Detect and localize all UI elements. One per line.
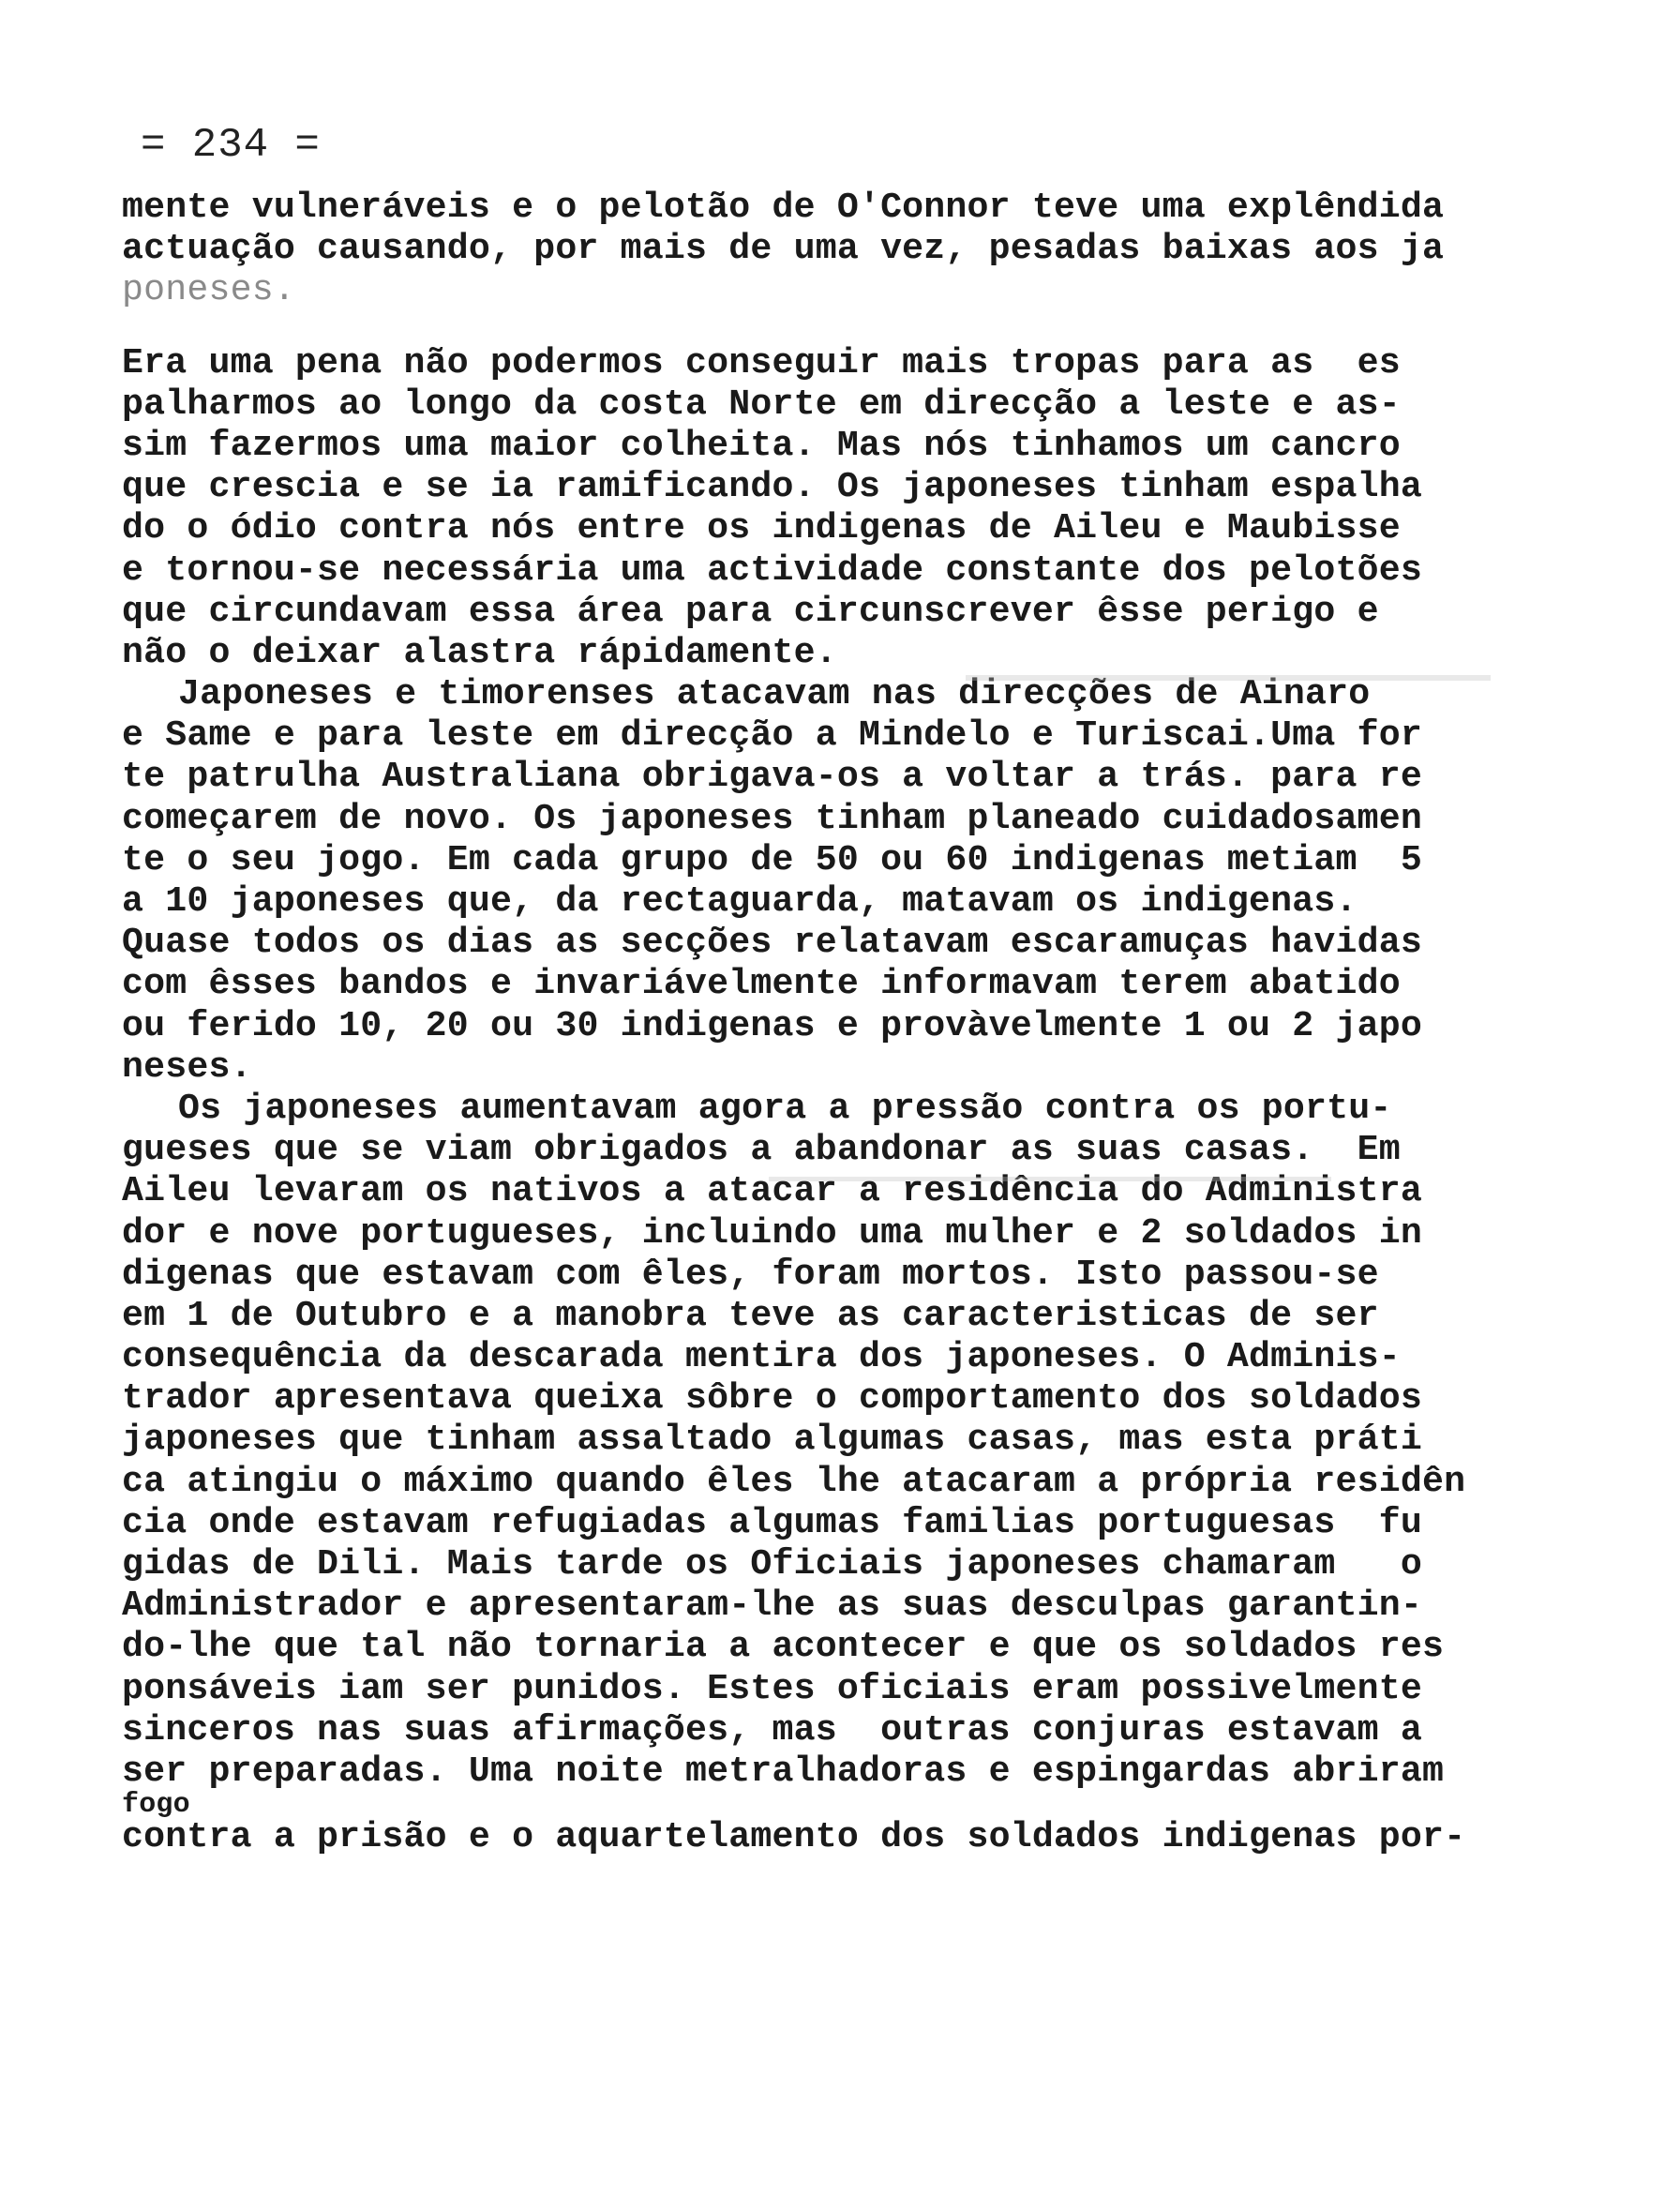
paragraph-3: [122, 674, 1584, 1089]
text-line: não o deixar alastra rápidamente.: [122, 632, 837, 673]
paragraph-2: [122, 343, 1584, 675]
text-line: cia onde estavam refugiadas algumas familias portuguesas fu: [122, 1502, 1422, 1543]
document-body: [122, 188, 1584, 1858]
text-line: trador apresentava queixa sôbre o comportamento dos soldados: [122, 1378, 1422, 1420]
text-line: que circundavam essa área para circunscrever êsse perigo e: [122, 591, 1379, 632]
text-line: Os japoneses aumentavam agora a pressão contra os portu-: [178, 1088, 1392, 1129]
text-line: Administrador e apresentaram-lhe as suas desculpas garantin-: [122, 1585, 1422, 1627]
text-line: e Same e para leste em direcção a Mindelo e Turiscai.Uma for: [122, 715, 1422, 757]
text-line: Era uma pena não podermos conseguir mais tropas para as es: [122, 342, 1401, 383]
text-line: japoneses que tinham assaltado algumas casas, mas esta práti: [122, 1420, 1422, 1461]
paragraph-1: [122, 188, 1584, 312]
paragraph-4: [122, 1089, 1584, 1858]
text-line: digenas que estavam com êles, foram mortos. Isto passou-se: [122, 1254, 1379, 1295]
text-line: contra a prisão e o aquartelamento dos soldados indigenas por-: [122, 1817, 1466, 1858]
text-line: do-lhe que tal não tornaria a acontecer e que os soldados res: [122, 1627, 1445, 1668]
text-line: poneses.: [122, 270, 295, 311]
text-line: a 10 japoneses que, da rectaguarda, matavam os indigenas.: [122, 881, 1358, 922]
text-line: Japoneses e timorenses atacavam nas direcções de Ainaro: [178, 674, 1371, 715]
text-line: gidas de Dili. Mais tarde os Oficiais japoneses chamaram o: [122, 1544, 1422, 1585]
scan-smudge: [966, 675, 1491, 681]
text-line: palharmos ao longo da costa Norte em direcção a leste e as-: [122, 383, 1401, 425]
text-line: e tornou-se necessária uma actividade constante dos pelotões: [122, 549, 1422, 591]
text-line: sinceros nas suas afirmações, mas outras conjuras estavam a: [122, 1709, 1422, 1751]
text-line: gueses que se viam obrigados a abandonar as suas casas. Em: [122, 1130, 1401, 1171]
text-line: do o ódio contra nós entre os indigenas de Aileu e Maubisse: [122, 508, 1401, 549]
text-line: ser preparadas. Uma noite metralhadoras e espingardas abriram: [122, 1751, 1445, 1792]
text-line: consequência da descarada mentira dos japoneses. O Adminis-: [122, 1337, 1401, 1378]
text-line: dor e nove portugueses, incluindo uma mulher e 2 soldados in: [122, 1212, 1422, 1254]
text-line: que crescia e se ia ramificando. Os japoneses tinham espalha: [122, 467, 1422, 508]
text-line: com êsses bandos e invariávelmente informavam terem abatido: [122, 964, 1401, 1005]
scan-smudge: [769, 1177, 1331, 1181]
text-line: ponsáveis iam ser punidos. Estes oficiais eram possivelmente: [122, 1668, 1422, 1709]
text-line: em 1 de Outubro e a manobra teve as caracteristicas de ser: [122, 1295, 1379, 1336]
text-line: Aileu levaram os nativos a atacar a residência do Administra: [122, 1171, 1422, 1212]
text-line: começarem de novo. Os japoneses tinham planeado cuidadosamen: [122, 798, 1422, 839]
text-line: Quase todos os dias as secções relatavam escaramuças havidas: [122, 923, 1422, 964]
text-line: ou ferido 10, 20 ou 30 indigenas e provàvelmente 1 ou 2 japo: [122, 1005, 1422, 1046]
text-line: ca atingiu o máximo quando êles lhe atacaram a própria residên: [122, 1461, 1466, 1502]
page-number: = 234 =: [141, 122, 321, 169]
text-line: te o seu jogo. Em cada grupo de 50 ou 60 indigenas metiam 5: [122, 839, 1422, 880]
text-line: te patrulha Australiana obrigava-os a voltar a trás. para re: [122, 757, 1422, 798]
paragraph-gap: [122, 312, 1584, 343]
text-line: actuação causando, por mais de uma vez, pesadas baixas aos ja: [122, 229, 1445, 270]
text-line: sim fazermos uma maior colheita. Mas nós tinhamos um cancro: [122, 425, 1401, 466]
text-line: neses.: [122, 1046, 252, 1088]
text-line: mente vulneráveis e o pelotão de O'Connor teve uma explêndida: [122, 188, 1445, 228]
text-line: fogo: [122, 1789, 190, 1822]
